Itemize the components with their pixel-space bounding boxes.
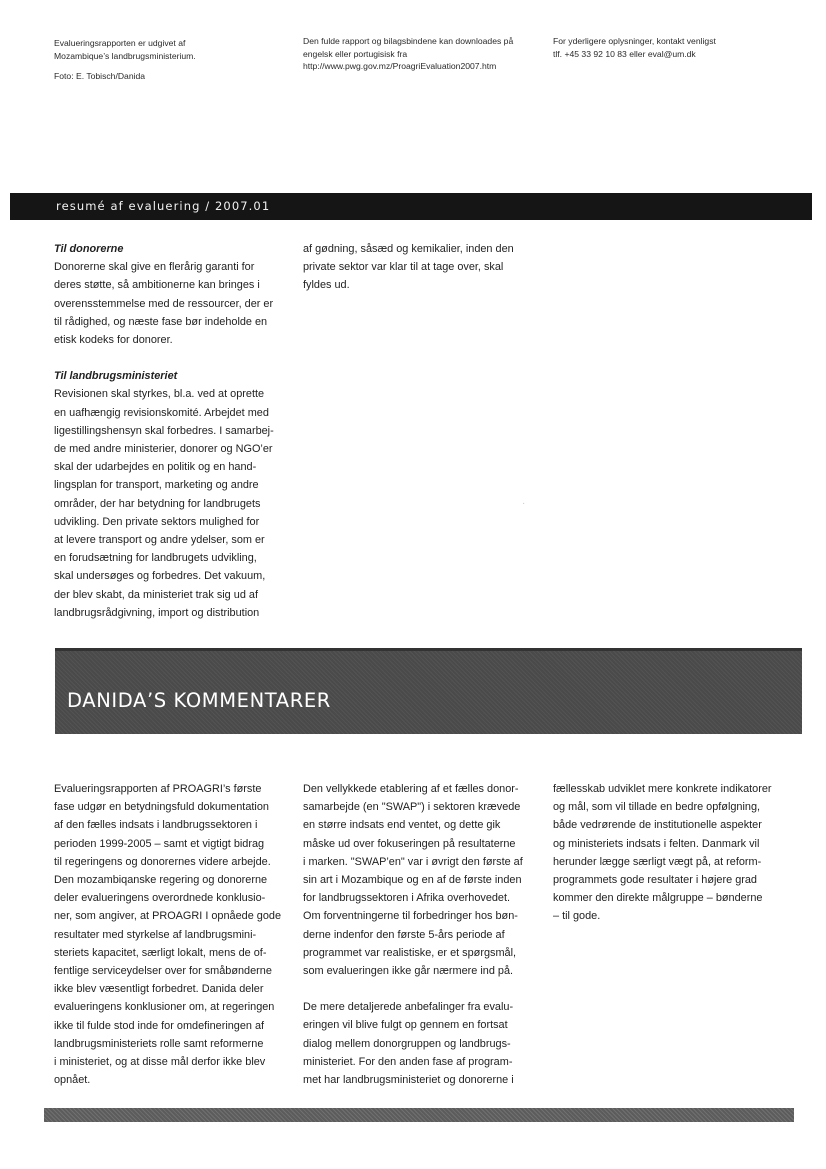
text-line: met har landbrugsministeriet og donorerne i bbox=[303, 1074, 514, 1087]
text-line: programmet var realistiske, er et spørgsmål, bbox=[303, 946, 517, 959]
text-line: og ministeriets indsats i felten. Danmark vil bbox=[553, 837, 760, 850]
text-line: landbrugsministeriets rolle samt reformerne bbox=[54, 1037, 264, 1050]
paragraph-gap bbox=[303, 980, 548, 998]
summary-col-1 bbox=[54, 240, 294, 622]
text-line: i ministeriet, og at disse mål derfor ikke blev bbox=[54, 1056, 266, 1069]
contact-line: For yderligere oplysninger, kontakt venligst bbox=[553, 36, 716, 46]
text-line: etisk kodeks for donorer. bbox=[54, 334, 173, 347]
text-line: derne indenfor den første 5-års periode af bbox=[303, 928, 505, 941]
text-line: lingsplan for transport, marketing og andre bbox=[54, 479, 259, 492]
text-line: som evalueringen ikke går nærmere ind på. bbox=[303, 965, 514, 978]
text-line: skal undersøges og forbedres. Det vakuum, bbox=[54, 570, 266, 583]
text-line: opnået. bbox=[54, 1074, 91, 1087]
text-line: måske ud over fokuseringen på resultaterne bbox=[303, 837, 516, 850]
text-line: der blev skabt, da ministeriet trak sig ud af bbox=[54, 588, 258, 601]
danida-col-2 bbox=[303, 780, 548, 1089]
text-line: skal der udarbejdes en politik og en hand- bbox=[54, 461, 257, 474]
text-line: kommer den direkte målgruppe – bønderne bbox=[553, 892, 763, 905]
text-line: Revisionen skal styrkes, bl.a. ved at oprette bbox=[54, 388, 265, 401]
text-line: i marken. "SWAP’en" var i øvrigt den første af bbox=[303, 855, 523, 868]
download-line: Den fulde rapport og bilagsbindene kan downloades på bbox=[303, 36, 514, 46]
text-line: af den fælles indsats i landbrugssektoren i bbox=[54, 819, 258, 832]
text-line: dialog mellem donorgruppen og landbrugs- bbox=[303, 1037, 511, 1050]
donors-heading: Til donorerne bbox=[54, 243, 124, 255]
danida-header-box bbox=[55, 648, 802, 734]
publisher-line: Evalueringsrapporten er udgivet af bbox=[54, 38, 186, 48]
text-line: områder, der har betydning for landbrugets bbox=[54, 497, 261, 510]
text-line: deler evalueringens overordnede konklusio- bbox=[54, 892, 266, 905]
band-title: resumé af evaluering / 2007.01 bbox=[56, 199, 271, 213]
text-line: Donorerne skal give en flerårig garanti for bbox=[54, 261, 255, 274]
photo-credit: Foto: E. Tobisch/Danida bbox=[54, 71, 146, 81]
text-line: samarbejde (en "SWAP") i sektoren krævede bbox=[303, 801, 521, 814]
scan-speck: · bbox=[522, 498, 526, 509]
text-line: steriets kapacitet, særligt lokalt, mens de of- bbox=[54, 946, 267, 959]
text-line: en større indsats end ventet, og dette gik bbox=[303, 819, 501, 832]
text-line: ligestillingshensyn skal forbedres. I samarbej- bbox=[54, 424, 274, 437]
contact-note bbox=[553, 35, 716, 60]
paragraph-gap bbox=[54, 349, 294, 367]
text-line: evalueringens konklusioner om, at regeringen bbox=[54, 1001, 275, 1014]
publisher-line: Mozambique’s landbrugsministerium. bbox=[54, 50, 196, 61]
summary-col-2 bbox=[303, 240, 543, 295]
publisher-note bbox=[54, 37, 196, 62]
text-line: resultater med styrkelse af landbrugsmini- bbox=[54, 928, 257, 941]
text-line: De mere detaljerede anbefalinger fra evalu- bbox=[303, 1001, 514, 1014]
text-line: til regeringens og donorernes videre arbejde. bbox=[54, 855, 271, 868]
text-line: deres støtte, så ambitionerne kan bringes i bbox=[54, 279, 260, 292]
download-note bbox=[303, 35, 513, 73]
text-line: udvikling. Den private sektors mulighed for bbox=[54, 515, 260, 528]
text-line: Den mozambiqanske regering og donorerne bbox=[54, 874, 268, 887]
text-line: fællesskab udviklet mere konkrete indikatorer bbox=[553, 783, 772, 795]
text-line: programmets gode resultater i højere grad bbox=[553, 874, 757, 887]
text-line: en uafhængig revisionskomité. Arbejdet med bbox=[54, 406, 269, 419]
text-line: – til gode. bbox=[553, 910, 601, 923]
text-line: Den vellykkede etablering af et fælles donor- bbox=[303, 783, 519, 795]
text-line: og mål, som vil tillade en bedre opfølgning, bbox=[553, 801, 761, 814]
text-line: herunder lægge særligt vægt på, at reform- bbox=[553, 855, 762, 868]
text-line: eringen vil blive fulgt op gennem en fortsat bbox=[303, 1019, 508, 1032]
contact-line: tlf. +45 33 92 10 83 eller eval@um.dk bbox=[553, 48, 696, 59]
danida-title: DANIDA’S KOMMENTARER bbox=[67, 689, 331, 712]
text-line: fentlige serviceydelser over for småbønderne bbox=[54, 965, 272, 978]
text-line: sin art i Mozambique og en af de første inden bbox=[303, 874, 522, 887]
text-line: til rådighed, og næste fase bør indeholde en bbox=[54, 315, 268, 328]
text-line: Om forventningerne til forbedringer hos bøn- bbox=[303, 910, 518, 923]
text-line: fyldes ud. bbox=[303, 279, 350, 292]
danida-col-3 bbox=[553, 780, 803, 926]
text-line: ministeriet. For den anden fase af program- bbox=[303, 1055, 513, 1068]
text-line: private sektor var klar til at tage over, skal bbox=[303, 261, 504, 274]
text-line: af gødning, såsæd og kemikalier, inden den bbox=[303, 243, 514, 255]
bottom-bar bbox=[44, 1108, 794, 1122]
ministry-heading: Til landbrugsministeriet bbox=[54, 370, 178, 383]
text-line: Evalueringsrapporten af PROAGRI’s første bbox=[54, 783, 262, 795]
text-line: ner, som angiver, at PROAGRI I opnåede gode bbox=[54, 910, 282, 923]
text-line: landbrugsrådgivning, import og distribution bbox=[54, 606, 260, 619]
text-line: at levere transport og andre ydelser, som er bbox=[54, 534, 265, 547]
download-line: engelsk eller portugisisk fra bbox=[303, 48, 408, 59]
text-line: fase udgør en betydningsfuld dokumentation bbox=[54, 801, 269, 814]
text-line: både vedrørende de institutionelle aspekter bbox=[553, 819, 762, 832]
text-line: overensstemmelse med de ressourcer, der er bbox=[54, 297, 274, 310]
download-url[interactable]: http://www.pwg.gov.mz/ProagriEvaluation2007.htm bbox=[303, 61, 497, 72]
danida-col-1 bbox=[54, 780, 299, 1089]
text-line: ikke blev væsentligt forbedret. Danida deler bbox=[54, 983, 264, 996]
text-line: for landbrugssektoren i Afrika overhovedet. bbox=[303, 892, 511, 905]
text-line: de med andre ministerier, donorer og NGO’er bbox=[54, 443, 273, 456]
text-line: perioden 1999-2005 – samt et vigtigt bidrag bbox=[54, 837, 265, 850]
text-line: ikke til fulde stod inde for omdefineringen af bbox=[54, 1019, 265, 1032]
title-band bbox=[10, 193, 812, 220]
text-line: en forudsætning for landbrugets udvikling, bbox=[54, 552, 257, 565]
